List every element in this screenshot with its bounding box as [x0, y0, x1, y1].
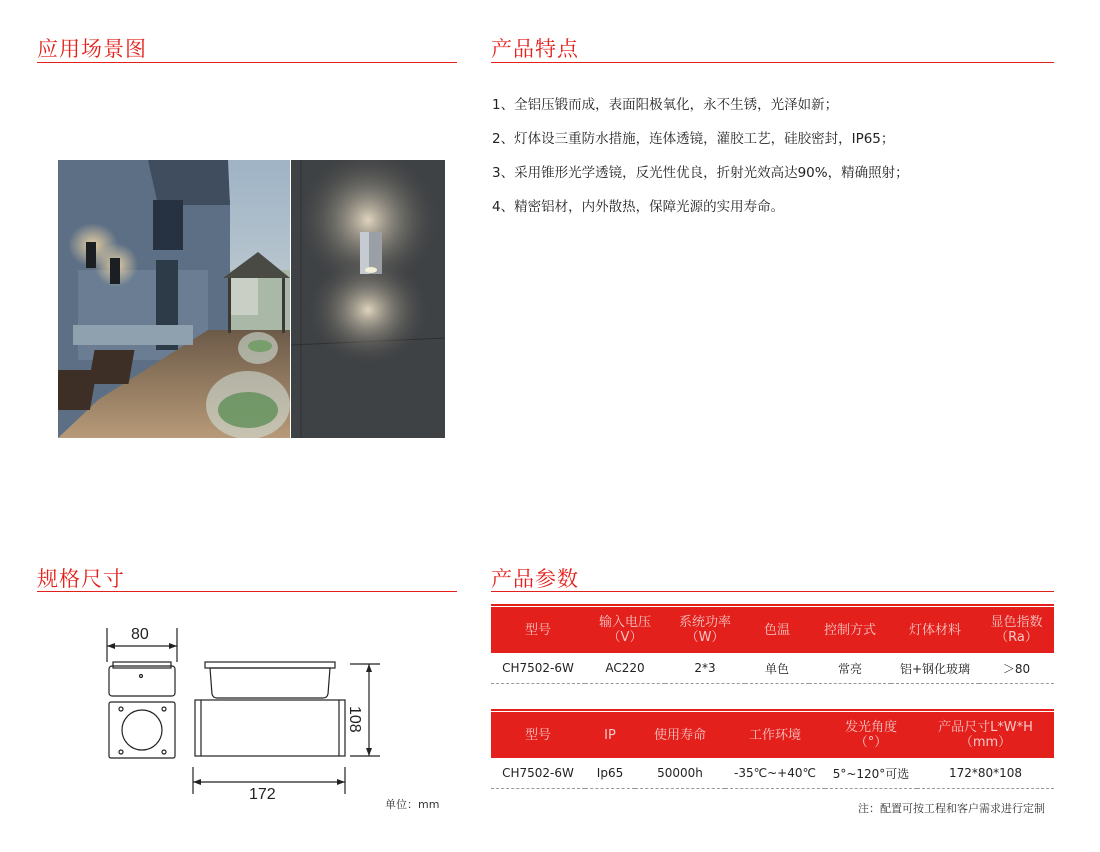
table2-top-rule: [491, 709, 1054, 711]
table-header-cell: 型号: [491, 607, 585, 653]
table-header-cell: 发光角度 （°）: [825, 712, 917, 758]
table-row: [491, 758, 1054, 789]
section-title-params: 产品参数: [491, 567, 579, 591]
unit-label: 单位：mm: [385, 798, 440, 811]
table-cell: AC220: [585, 653, 665, 684]
table-header-cell: 使用寿命: [635, 712, 725, 758]
section-rule-dimensions: [37, 591, 457, 592]
table-header-cell: 工作环境: [725, 712, 825, 758]
table-header-cell: 型号: [491, 712, 585, 758]
feature-item: 3、采用锥形光学透镜，反光性优良，折射光效高达90%，精确照射；: [492, 165, 909, 181]
param-table-1: [491, 607, 1054, 684]
section-rule-scene: [37, 62, 457, 63]
table-cell: 铝+钢化玻璃: [891, 653, 979, 684]
table-cell: Ip65: [585, 758, 635, 789]
table-cell: CH7502-6W: [491, 758, 585, 789]
section-rule-features: [491, 62, 1054, 63]
table-cell: CH7502-6W: [491, 653, 585, 684]
table-header-cell: 色温: [745, 607, 809, 653]
table-cell: -35℃~+40℃: [725, 758, 825, 789]
feature-item: 4、精密铝材，内外散热，保障光源的实用寿命。: [492, 199, 785, 215]
table-header-cell: IP: [585, 712, 635, 758]
feature-item: 2、灯体设三重防水措施，连体透镜，灌胶工艺，硅胶密封，IP65；: [492, 131, 895, 147]
table-header-cell: 灯体材料: [891, 607, 979, 653]
dimension-drawing: [95, 622, 385, 802]
section-title-scene: 应用场景图: [37, 37, 147, 61]
table-header-row: [491, 712, 1054, 758]
feature-item: 1、全铝压锻而成，表面阳极氧化，永不生锈，光泽如新；: [492, 97, 839, 113]
section-title-dimensions: 规格尺寸: [37, 567, 125, 591]
scene-photo-wall-lamp: [291, 160, 445, 438]
dimension-height-label: 108: [346, 706, 363, 733]
dimension-length-label: 172: [249, 786, 276, 803]
table-cell: 172*80*108: [917, 758, 1054, 789]
table1-top-rule: [491, 604, 1054, 606]
table-cell: 50000h: [635, 758, 725, 789]
section-title-features: 产品特点: [491, 37, 579, 61]
table-cell: 常亮: [809, 653, 891, 684]
table-header-cell: 显色指数 （Ra）: [979, 607, 1054, 653]
param-table-2: [491, 712, 1054, 789]
dimension-width-label: 80: [131, 626, 149, 643]
section-rule-params: [491, 591, 1054, 592]
table-header-cell: 控制方式: [809, 607, 891, 653]
footnote: 注：配置可按工程和客户需求进行定制: [858, 802, 1045, 815]
table-header-cell: 系统功率 （W）: [665, 607, 745, 653]
table-header-cell: 产品尺寸L*W*H （mm）: [917, 712, 1054, 758]
table-row: [491, 653, 1054, 684]
table-header-row: [491, 607, 1054, 653]
table-cell: 2*3: [665, 653, 745, 684]
table-cell: ＞80: [979, 653, 1054, 684]
table-cell: 单色: [745, 653, 809, 684]
table-cell: 5°~120°可选: [825, 758, 917, 789]
feature-list: [492, 96, 1052, 232]
scene-photo-terrace: [58, 160, 290, 438]
table-header-cell: 输入电压 （V）: [585, 607, 665, 653]
